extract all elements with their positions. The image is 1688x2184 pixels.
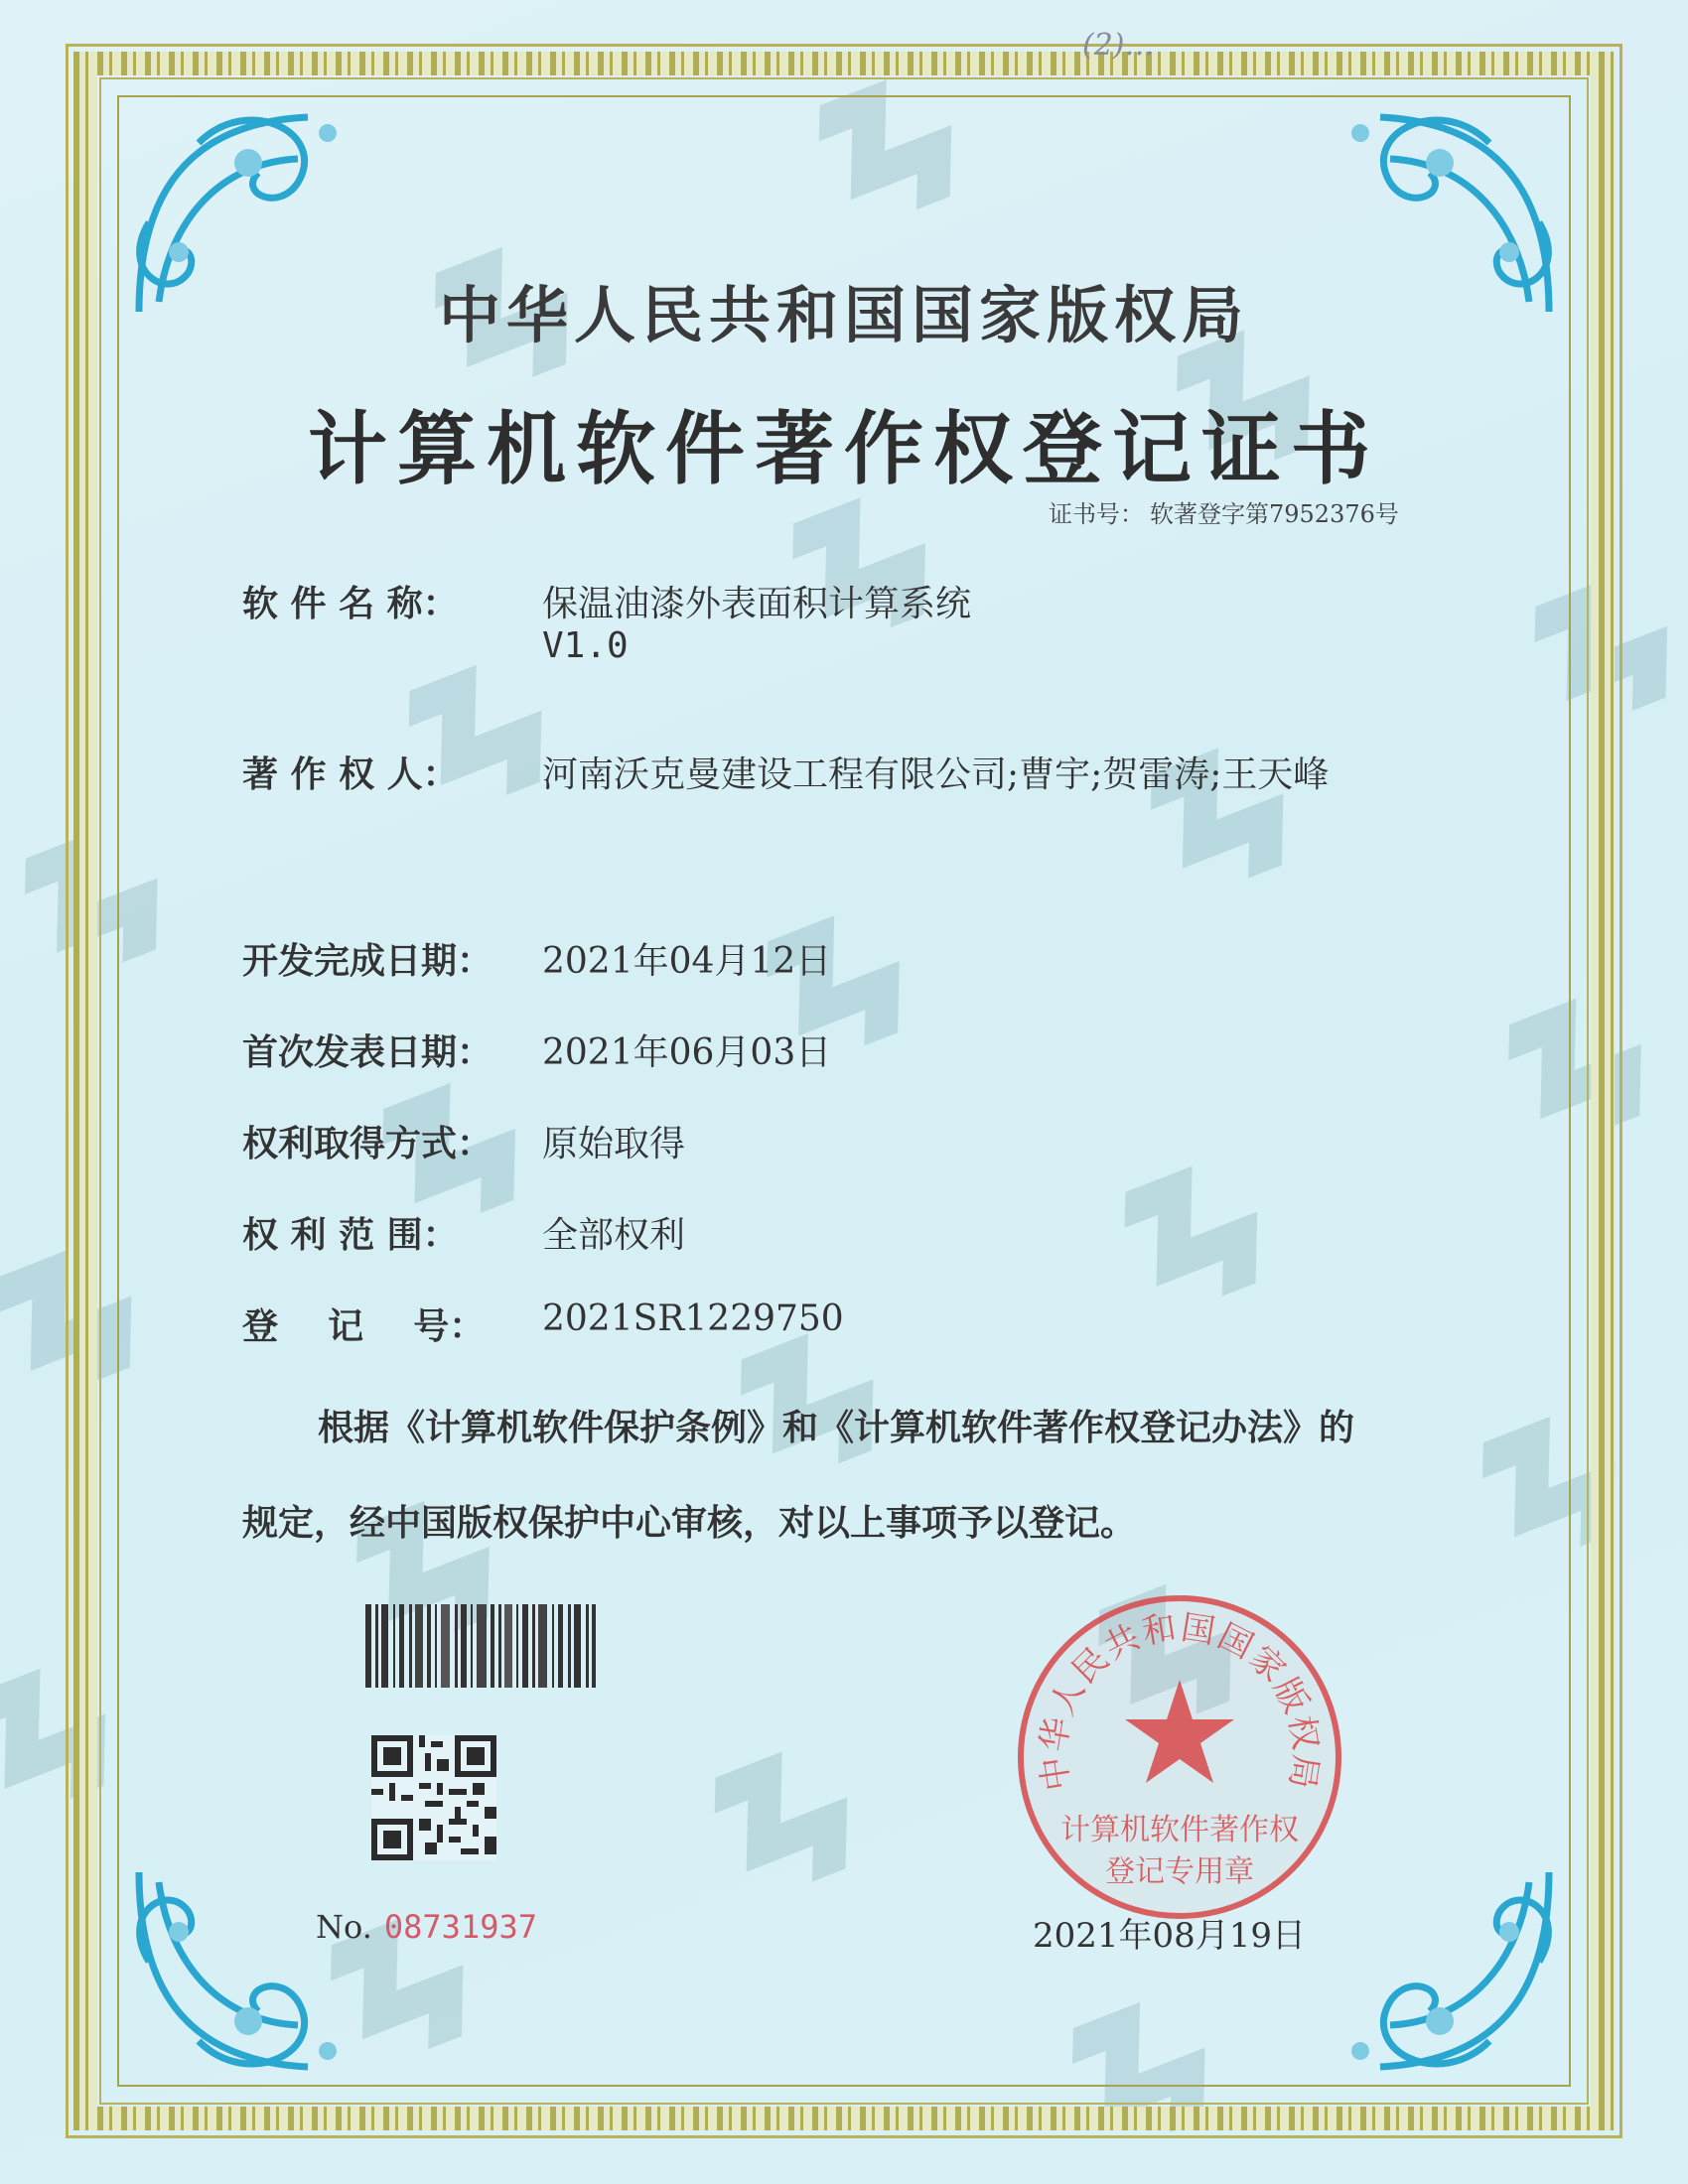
seal-ring-text: 中华人民共和国国家版权局 xyxy=(1033,1607,1327,1794)
registration-number-label: 登 记 号： xyxy=(242,1305,486,1347)
scope-of-rights-value: 全部权利 xyxy=(542,1215,686,1256)
corner-ornament-bottom-left xyxy=(129,1862,377,2081)
acquisition-method-value: 原始取得 xyxy=(542,1124,686,1164)
issue-date: 2021年08月19日 xyxy=(1033,1916,1307,1956)
development-date-value: 2021年04月12日 xyxy=(542,941,832,982)
copyright-holder-label: 著 作 权 人： xyxy=(242,753,459,795)
certificate-title: 计算机软件著作权登记证书 xyxy=(308,402,1380,495)
qr-code xyxy=(371,1735,496,1860)
serial-prefix: No. xyxy=(316,1908,372,1946)
software-name-label: 软 件 名 称： xyxy=(242,583,459,624)
seal-line-1: 计算机软件著作权 xyxy=(1060,1813,1299,1847)
serial-number-value: 08731937 xyxy=(383,1908,537,1946)
handwritten-note: (2)… xyxy=(1082,28,1155,63)
publication-date-value: 2021年06月03日 xyxy=(542,1032,832,1073)
software-name-value: 保温油漆外表面积计算系统 xyxy=(542,584,972,624)
statement-line-1: 根据《计算机软件保护条例》和《计算机软件著作权登记办法》的 xyxy=(318,1407,1355,1448)
statement-line-2: 规定，经中国版权保护中心审核，对以上事项予以登记。 xyxy=(242,1502,1137,1544)
acquisition-method-label: 权利取得方式： xyxy=(242,1123,493,1164)
scope-of-rights-label: 权 利 范 围： xyxy=(242,1214,459,1256)
serial-number xyxy=(316,1908,537,1946)
seal-line-2: 登记专用章 xyxy=(1105,1854,1254,1889)
registration-number-value: 2021SR1229750 xyxy=(542,1298,844,1339)
certificate-number xyxy=(1043,494,1399,529)
certificate-number-label: 证书号： xyxy=(1049,500,1144,528)
software-version-value: V1.0 xyxy=(542,625,629,666)
copyright-holder-value: 河南沃克曼建设工程有限公司;曹宇;贺雷涛;王天峰 xyxy=(542,754,1330,795)
development-date-label: 开发完成日期： xyxy=(242,940,493,982)
official-seal xyxy=(1011,1588,1348,1926)
publication-date-label: 首次发表日期： xyxy=(242,1031,493,1073)
issuer-name: 中华人民共和国国家版权局 xyxy=(438,279,1249,351)
certificate-number-value: 软著登字第7952376号 xyxy=(1150,500,1399,528)
barcode xyxy=(365,1604,596,1688)
